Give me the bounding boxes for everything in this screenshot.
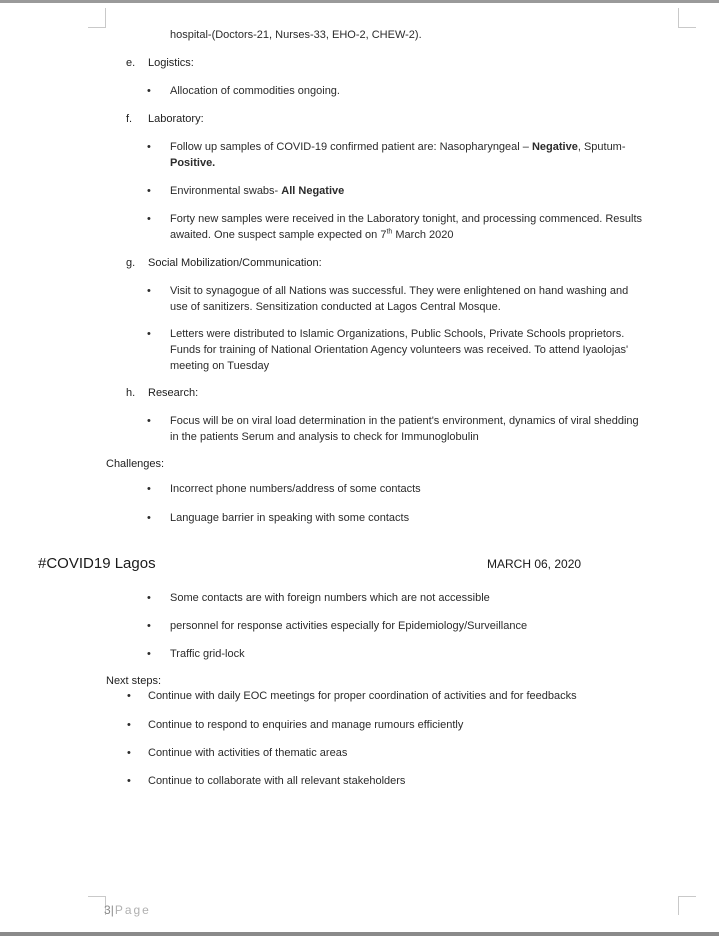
section-title-research: Research: xyxy=(148,387,199,399)
bullet-icon: • xyxy=(147,213,151,225)
result-positive: Positive. xyxy=(170,157,216,169)
research-item-line-2: in the patients Serum and analysis to check for Immunoglobulin xyxy=(170,431,479,443)
continuation-text: hospital-(Doctors-21, Nurses-33, EHO-2, CHEW-2). xyxy=(170,29,422,41)
ordinal-suffix: th xyxy=(386,228,393,236)
bullet-icon: • xyxy=(147,512,151,524)
margin-corner-bottom-right xyxy=(678,896,696,915)
next-step-item: Continue to respond to enquiries and manage rumours efficiently xyxy=(148,719,464,731)
bullet-icon: • xyxy=(147,483,151,495)
section-title-laboratory: Laboratory: xyxy=(148,113,204,125)
bullet-icon: • xyxy=(147,285,151,297)
logistics-item: Allocation of commodities ongoing. xyxy=(170,85,340,97)
bullet-icon: • xyxy=(147,648,151,660)
section-letter-h: h. xyxy=(126,387,136,399)
section-letter-g: g. xyxy=(126,257,136,269)
next-step-item: Continue with daily EOC meetings for proper coordination of activities and for feedbacks xyxy=(148,690,577,702)
section-title-logistics: Logistics: xyxy=(148,57,194,69)
page-top-border xyxy=(0,0,719,3)
challenges-heading: Challenges: xyxy=(106,458,165,470)
lab-item-3-date: March 2020 xyxy=(392,229,454,241)
lab-item-1-line-1 xyxy=(170,140,626,155)
bullet-icon: • xyxy=(127,747,131,759)
social-item-2-line-1: Letters were distributed to Islamic Organizations, Public Schools, Private Schools proprietors. xyxy=(170,328,625,340)
research-item-line-1: Focus will be on viral load determination in the patient's environment, dynamics of viral shedding xyxy=(170,415,639,427)
result-all-negative: All Negative xyxy=(281,185,345,197)
social-item-1-line-1: Visit to synagogue of all Nations was successful. They were enlightened on hand washing and xyxy=(170,285,629,297)
social-item-1-line-2: use of sanitizers. Sensitization conducted at Lagos Central Mosque. xyxy=(170,301,501,313)
section-letter-e: e. xyxy=(126,57,136,69)
footer-separator: | xyxy=(110,903,115,917)
result-negative: Negative xyxy=(531,141,578,153)
page-number: 3 xyxy=(104,903,111,917)
bullet-icon: • xyxy=(147,85,151,97)
challenge-item: personnel for response activities especially for Epidemiology/Surveillance xyxy=(170,620,528,632)
bullet-icon: • xyxy=(127,775,131,787)
social-item-2-line-2: Funds for training of National Orientation Agency volunteers was received. To attend Iyaolojas' xyxy=(170,344,629,356)
bullet-icon: • xyxy=(127,690,131,702)
next-step-item: Continue with activities of thematic areas xyxy=(148,747,348,759)
bullet-icon: • xyxy=(147,141,151,153)
section-title-social-mobilization: Social Mobilization/Communication: xyxy=(148,257,322,269)
margin-corner-top-left xyxy=(88,8,106,28)
lab-item-2-text: Environmental swabs- xyxy=(170,185,282,197)
lab-item-2 xyxy=(170,184,344,199)
challenge-item: Incorrect phone numbers/address of some contacts xyxy=(170,483,421,495)
lab-item-3-line-1: Forty new samples were received in the Laboratory tonight, and processing commenced. Results xyxy=(170,213,643,225)
section-letter-f: f. xyxy=(126,113,133,125)
document-header-title: #COVID19 Lagos xyxy=(38,555,156,572)
challenge-item: Traffic grid-lock xyxy=(170,648,245,660)
document-header-date: MARCH 06, 2020 xyxy=(487,557,582,571)
lab-item-1-text: Follow up samples of COVID-19 confirmed patient are: Nasopharyngeal – xyxy=(170,141,532,153)
challenge-item: Language barrier in speaking with some contacts xyxy=(170,512,410,524)
lab-item-1-sputum: , Sputum- xyxy=(577,141,626,153)
page-label: Page xyxy=(114,903,151,917)
page-footer xyxy=(104,903,151,917)
bullet-icon: • xyxy=(147,328,151,340)
bullet-icon: • xyxy=(147,620,151,632)
next-steps-heading: Next steps: xyxy=(106,675,162,687)
bullet-icon: • xyxy=(127,719,131,731)
social-item-2-line-3: meeting on Tuesday xyxy=(170,360,270,372)
margin-corner-top-right xyxy=(678,8,696,28)
page-bottom-border xyxy=(0,932,719,936)
bullet-icon: • xyxy=(147,185,151,197)
lab-item-3-text: awaited. One suspect sample expected on 7 xyxy=(170,229,387,241)
bullet-icon: • xyxy=(147,592,151,604)
next-step-item: Continue to collaborate with all relevant stakeholders xyxy=(148,775,406,787)
bullet-icon: • xyxy=(147,415,151,427)
challenge-item: Some contacts are with foreign numbers which are not accessible xyxy=(170,592,490,604)
lab-item-3-line-2 xyxy=(170,228,453,243)
